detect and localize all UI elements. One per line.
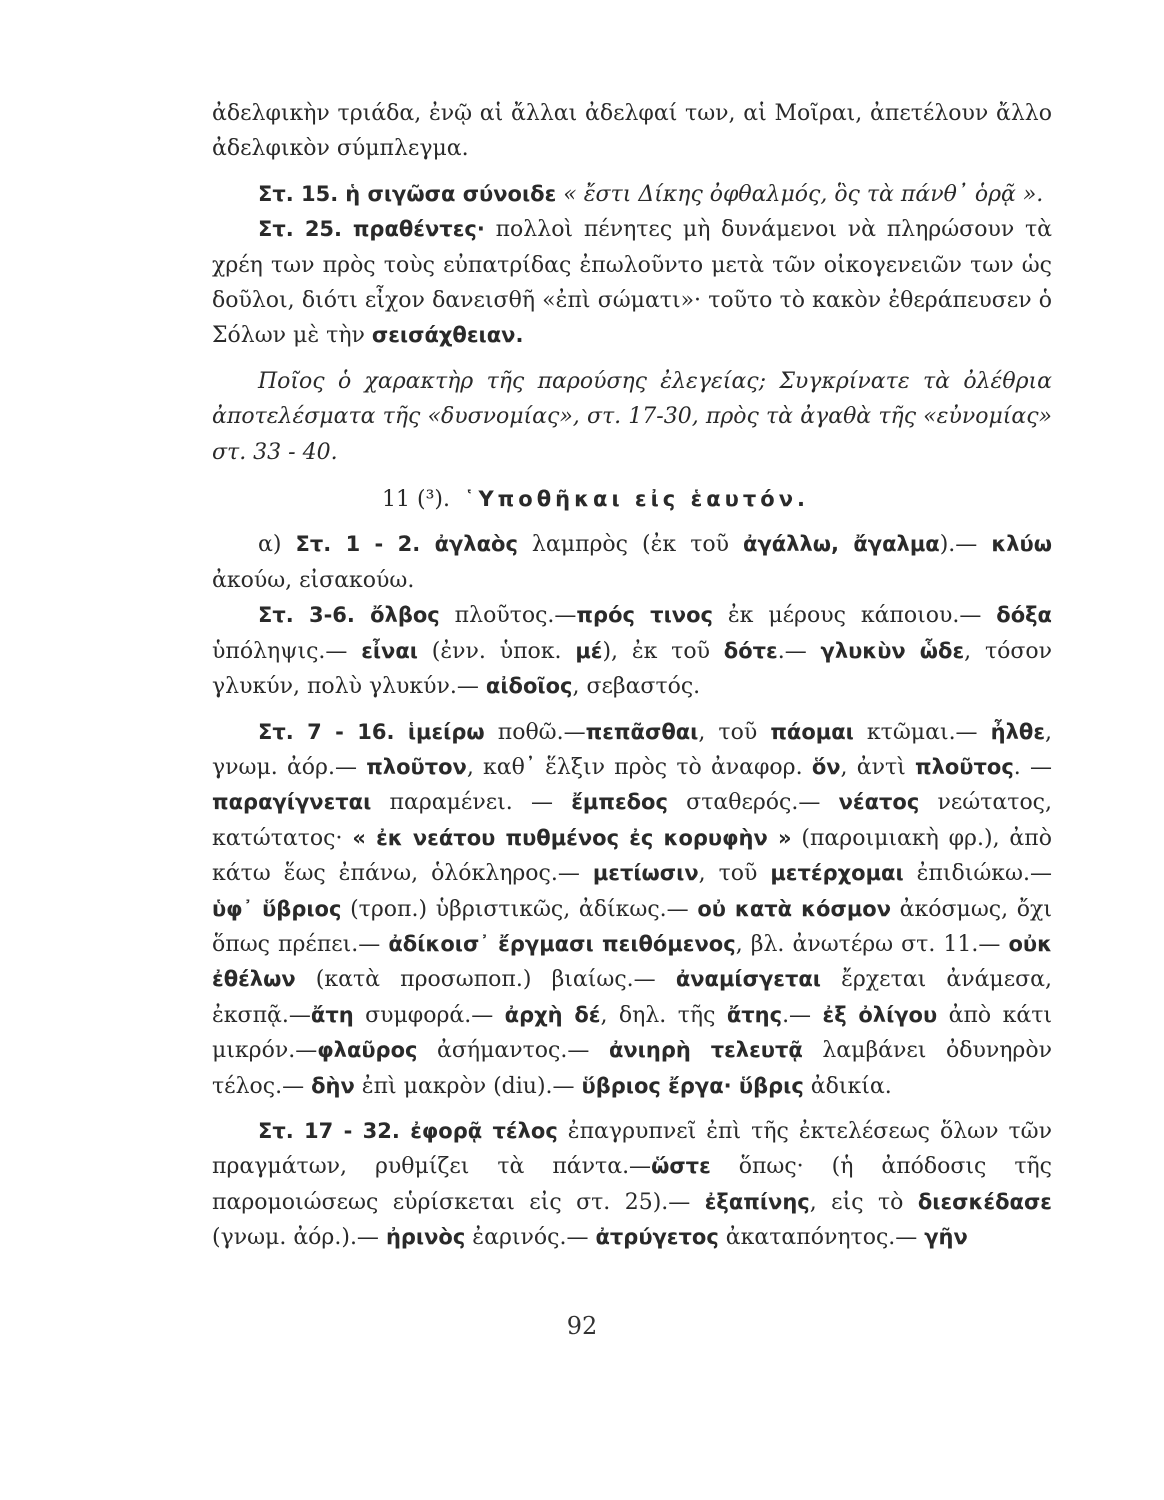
note-term: σεισάχθειαν. bbox=[371, 323, 524, 348]
note-line-15 bbox=[212, 177, 1052, 212]
note-gloss: (κατὰ προσωποπ.) βιαίως.— bbox=[295, 967, 676, 993]
note-line-25 bbox=[212, 212, 1052, 354]
note-term: ἀγάλλω, ἄγαλμα bbox=[743, 532, 940, 557]
note-term: ἦλθε bbox=[990, 719, 1046, 744]
note-term: ὑφ᾽ ὕβριος bbox=[212, 896, 342, 921]
note-gloss: (τροπ.) ὑβριστικῶς, ἀδίκως.— bbox=[341, 896, 698, 922]
note-term: πρός τινος bbox=[576, 603, 713, 628]
note-gloss: ἀσήμαντος.— bbox=[417, 1038, 609, 1064]
note-gloss: ποθῶ.— bbox=[484, 719, 586, 745]
note-term: ὕβριος ἔργα· ὕβρις bbox=[581, 1073, 804, 1098]
study-question bbox=[212, 364, 1052, 470]
note-gloss: πλοῦτος.— bbox=[439, 603, 577, 629]
note-term: πεπᾶσθαι bbox=[585, 719, 699, 744]
page-text bbox=[212, 96, 1052, 1256]
note-gloss: , τόσον γλυκύν, πολὺ γλυκύν.— bbox=[212, 638, 1053, 700]
note-term: Στ. 17 - 32. ἐφορᾷ τέλος bbox=[258, 1118, 558, 1143]
note-term: γλυκὺν ὧδε bbox=[820, 638, 965, 663]
note-gloss: παραμένει. — bbox=[371, 790, 572, 816]
section-title: ῾Υποθῆκαι εἰς ἑαυτόν. bbox=[463, 487, 809, 512]
note-gloss: , δηλ. τῆς bbox=[600, 1002, 727, 1028]
line-ref: Στ. 15. bbox=[258, 181, 339, 206]
note-gloss: (γνωμ. ἀόρ.).— bbox=[212, 1225, 386, 1251]
note-gloss: λαμπρὸς (ἐκ τοῦ bbox=[517, 532, 744, 558]
note-gloss: , τοῦ bbox=[698, 719, 771, 745]
note-gloss: κτῶμαι.— bbox=[853, 719, 991, 745]
note-gloss: σταθερός.— bbox=[667, 790, 839, 816]
note-gloss: α) bbox=[258, 532, 296, 558]
note-term: ἐξαπίνης bbox=[704, 1189, 810, 1214]
note-gloss: , βλ. ἀνωτέρω στ. 11.— bbox=[735, 931, 1009, 957]
note-term: ἡ σιγῶσα σύνοιδε bbox=[345, 181, 557, 206]
note-gloss: ἐπαγρυπνεῖ ἐπὶ τῆς ἐκτελέσεως ὅλων τῶν πραγμάτων, ρυθμίζει τὰ πάντα.— bbox=[212, 1118, 1052, 1180]
note-term: εἶναι bbox=[361, 638, 418, 663]
note-gloss: ἀδικία. bbox=[803, 1073, 892, 1099]
section-heading bbox=[212, 482, 1052, 517]
note-gloss: πολλοὶ πένητες μὴ δυνάμενοι νὰ πληρώσουν τὰ χρέη των πρὸς τοὺς εὐπατρίδας ἐπωλοῦντο μετὰ τῶν οἰκογενειῶν των ὡς δοῦλοι, διότι εἶχον δανεισθῆ «ἐπὶ σώματι»· τοῦτο τὸ κακὸν ἐθεράπευσεν ὁ Σόλων μὲ τὴν bbox=[212, 217, 1052, 349]
note-gloss: λαμβάνει ὀδυνηρὸν τέλος.— bbox=[212, 1038, 1052, 1099]
note-term: ὥστε bbox=[651, 1154, 711, 1179]
note-term: γῆν bbox=[924, 1225, 968, 1250]
note-gloss: . — bbox=[1013, 754, 1052, 780]
note-gloss: , τοῦ bbox=[698, 861, 771, 887]
note-term: μέ bbox=[575, 638, 603, 663]
note-gloss: ἀκούω, εἰσακούω. bbox=[212, 567, 415, 593]
paragraph-sisters: ἀδελφικὴν τριάδα, ἐνῷ αἱ ἄλλαι ἀδελφαί των, αἱ Μοῖραι, ἀπετέλουν ἄλλο ἀδελφικὸν σύμπλεγμα. bbox=[212, 101, 1052, 162]
note-gloss: ἐαρινός.— bbox=[465, 1225, 596, 1251]
note-term: κλύω bbox=[991, 532, 1052, 557]
section-number: 11 (³). bbox=[382, 487, 450, 513]
note-gloss: νεώτατος, κατώτατος· bbox=[212, 790, 1052, 851]
note-gloss: ὑπόληψις.— bbox=[212, 638, 362, 664]
note-lines-1-2 bbox=[212, 527, 1052, 598]
note-term: μετίωσιν bbox=[592, 861, 699, 886]
note-lines-3-6 bbox=[212, 598, 1052, 704]
note-gloss: , ἀντὶ bbox=[840, 754, 915, 780]
note-term: μετέρχομαι bbox=[770, 861, 904, 886]
note-lines-7-16 bbox=[212, 715, 1052, 1104]
page-number: 92 bbox=[566, 1312, 598, 1340]
note-lines-17-32 bbox=[212, 1114, 1052, 1256]
note-term: Στ. 7 - 16. ἱμείρω bbox=[258, 719, 485, 744]
note-term: ἀρχὴ δέ bbox=[504, 1002, 601, 1027]
note-term: « ἐκ νεάτου πυθμένος ἐς κορυφὴν » bbox=[352, 825, 792, 850]
question-text: Ποῖος ὁ χαρακτὴρ τῆς παρούσης ἐλεγείας; Συγκρίνατε τὰ ὀλέθρια ἀποτελέσματα τῆς «δυσνομίας», στ. 17-30, πρὸς τὰ ἀγαθὰ τῆς «εὐνομίας» στ. 33 - 40. bbox=[212, 368, 1052, 465]
note-term: πάομαι bbox=[770, 719, 854, 744]
note-gloss: , σεβαστός. bbox=[572, 674, 701, 700]
note-term: φλαῦρος bbox=[317, 1038, 418, 1063]
note-gloss: συμφορά.— bbox=[353, 1002, 505, 1028]
note-gloss: ἀπὸ κάτι μικρόν.— bbox=[212, 1002, 1053, 1064]
note-gloss: , εἰς τὸ bbox=[809, 1189, 918, 1215]
note-quote: « ἔστι Δίκης ὀφθαλμός, ὃς τὰ πάνθ᾽ ὁρᾷ ». bbox=[563, 181, 1044, 207]
note-term: Στ. 1 - 2. ἀγλαὸς bbox=[295, 532, 518, 557]
note-gloss: ἀκαταπόνητος.— bbox=[718, 1225, 925, 1251]
note-term: ἀδίκοισ᾽ ἔργμασι πειθόμενος bbox=[388, 931, 736, 956]
note-term: νέατος bbox=[838, 790, 920, 815]
note-term: ἀνιηρὴ τελευτᾷ bbox=[608, 1038, 803, 1063]
note-gloss: .— bbox=[782, 1002, 823, 1028]
note-term: ἠρινὸς bbox=[385, 1225, 466, 1250]
note-term: πλοῦτος bbox=[914, 754, 1014, 779]
note-gloss: ἐκ μέρους κάποιου.— bbox=[712, 603, 997, 629]
note-gloss: ), ἐκ τοῦ bbox=[602, 638, 724, 664]
note-gloss: .— bbox=[777, 638, 821, 664]
note-gloss: ἀκόσμως, ὄχι ὅπως πρέπει.— bbox=[212, 896, 1052, 957]
note-term: δόξα bbox=[996, 603, 1052, 628]
note-term: οὐκ ἐθέλων bbox=[212, 931, 1052, 992]
note-gloss: ἐπιδιώκω.— bbox=[903, 861, 1052, 887]
note-term: ἀναμίσγεται bbox=[675, 967, 821, 992]
note-gloss: ὅπως· (ἡ ἀπόδοσις τῆς παρομοιώσεως εὑρίσκεται εἰς στ. 25).— bbox=[212, 1154, 1052, 1215]
note-gloss: (ἐνν. ὑποκ. bbox=[417, 638, 576, 664]
note-term: ἔμπεδος bbox=[571, 790, 668, 815]
note-term: παραγίγνεται bbox=[212, 790, 372, 815]
note-gloss: (παροιμιακὴ φρ.), ἀπὸ κάτω ἕως ἐπάνω, ὁλόκληρος.— bbox=[212, 825, 1052, 887]
note-term: ἄτη bbox=[310, 1002, 354, 1027]
note-term: ἐξ ὀλίγου bbox=[822, 1002, 938, 1027]
note-term: πλοῦτον bbox=[366, 754, 467, 779]
note-term: ἄτης bbox=[726, 1002, 783, 1027]
note-term: αἰδοῖος bbox=[485, 674, 573, 699]
note-term: δότε bbox=[723, 638, 778, 663]
line-ref: Στ. 25. bbox=[258, 217, 343, 242]
note-term: δὴν bbox=[311, 1073, 355, 1098]
note-gloss: ἐπὶ μακρὸν (diu).— bbox=[354, 1073, 582, 1099]
note-term: Στ. 3-6. ὄλβος bbox=[258, 603, 440, 628]
note-gloss: ).— bbox=[939, 532, 992, 558]
note-term: διεσκέδασε bbox=[917, 1189, 1052, 1214]
note-gloss: , καθ᾽ ἕλξιν πρὸς τὸ ἀναφορ. bbox=[466, 754, 812, 780]
note-term: οὐ κατὰ κόσμον bbox=[697, 896, 891, 921]
note-term: πραθέντες· bbox=[352, 217, 485, 242]
note-term: ἀτρύγετος bbox=[595, 1225, 719, 1250]
note-gloss: , γνωμ. ἀόρ.— bbox=[212, 719, 1053, 780]
note-gloss: ἔρχεται ἀνάμεσα, ἐκσπᾷ.— bbox=[212, 967, 1052, 1028]
note-term: ὅν bbox=[811, 754, 841, 779]
